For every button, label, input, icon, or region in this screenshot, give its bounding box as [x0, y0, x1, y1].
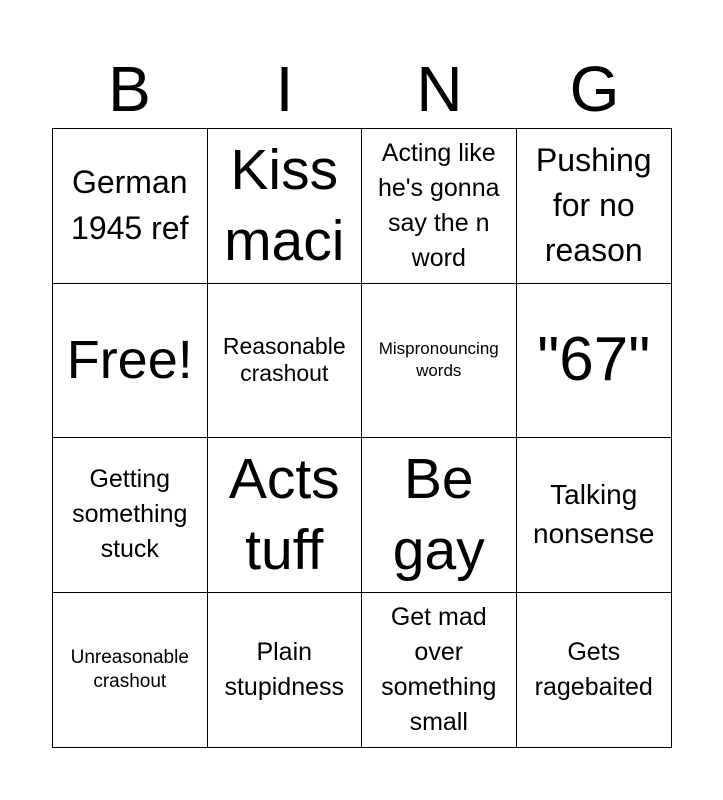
header-letter-g: G	[569, 53, 620, 125]
bingo-cell[interactable]	[517, 438, 672, 593]
bingo-cell[interactable]	[362, 129, 517, 284]
cell-label: "67"	[537, 325, 651, 395]
cell-label: Unreasonable crashout	[70, 647, 189, 692]
bingo-cell[interactable]	[517, 129, 672, 284]
bingo-cell[interactable]	[208, 284, 363, 439]
cell-label: Gets ragebaited	[534, 637, 653, 701]
bingo-board	[52, 128, 672, 748]
bingo-cell[interactable]	[53, 438, 208, 593]
cell-label: Free!	[66, 329, 193, 390]
cell-label: Talking nonsense	[533, 479, 655, 549]
bingo-cell[interactable]	[517, 593, 672, 748]
cell-label: Get mad over something small	[381, 602, 497, 736]
bingo-cell[interactable]	[362, 284, 517, 439]
bingo-cell[interactable]	[362, 593, 517, 748]
cell-label: Plain stupidness	[224, 637, 345, 701]
bingo-cell-free[interactable]	[53, 284, 208, 439]
bingo-cell[interactable]	[53, 593, 208, 748]
bingo-cell[interactable]	[362, 438, 517, 593]
header-letter-b: B	[108, 53, 151, 125]
bingo-cell[interactable]	[517, 284, 672, 439]
header-letter-n: N	[416, 53, 463, 125]
bingo-cell[interactable]	[208, 438, 363, 593]
bingo-cell[interactable]	[53, 129, 208, 284]
cell-label: Getting something stuck	[72, 465, 188, 564]
header-letter-i: I	[275, 53, 294, 125]
cell-label: Reasonable crashout	[222, 332, 346, 387]
cell-label: Acts tuff	[228, 446, 340, 582]
bingo-header	[52, 48, 672, 130]
cell-label: Pushing for no reason	[535, 141, 652, 269]
cell-label: Mispronouncing words	[378, 339, 499, 381]
cell-label: Be gay	[392, 446, 485, 582]
cell-label: German 1945 ref	[71, 164, 189, 246]
cell-label: Acting like he's gonna say the n word	[377, 138, 500, 272]
bingo-cell[interactable]	[208, 593, 363, 748]
cell-label: Kiss maci	[224, 137, 345, 273]
bingo-cell[interactable]	[208, 129, 363, 284]
